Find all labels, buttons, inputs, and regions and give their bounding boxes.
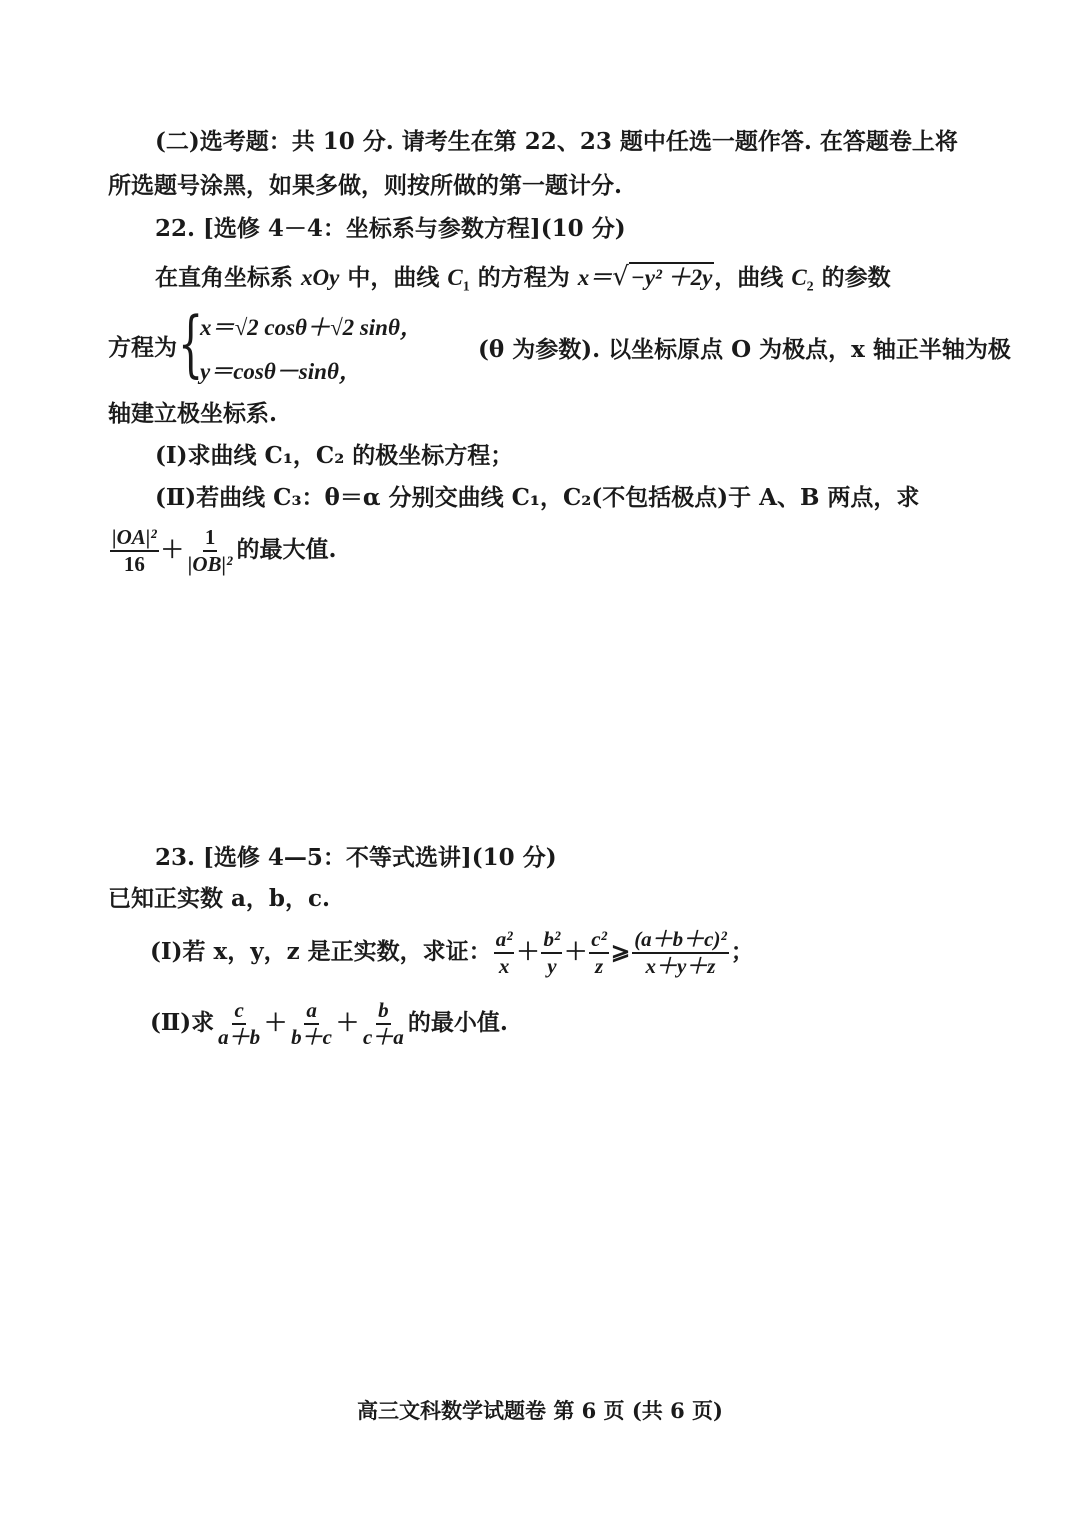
q22-part1: (Ⅰ)求曲线 C₁，C₂ 的极坐标方程； [155, 442, 514, 469]
page-footer: 高三文科数学试题卷 第 6 页 (共 6 页) [357, 1398, 723, 1423]
q22-part2: (Ⅱ)若曲线 C₃：θ＝α 分别交曲线 C₁，C₂(不包括极点)于 A、B 两点，求 [155, 484, 920, 511]
sqrt-argument: −y² ＋2y [629, 262, 715, 292]
fraction-denominator: c＋a [362, 1025, 404, 1049]
fraction-numerator: 1 [203, 527, 218, 552]
fraction-denominator: y [547, 954, 557, 978]
fraction-numerator: c² [589, 929, 609, 954]
fraction-denominator: a＋b [218, 1025, 261, 1049]
fraction-numerator: b² [541, 929, 562, 954]
system-label: 方程为 [108, 334, 177, 361]
fraction-denominator: 16 [123, 552, 145, 576]
q22-text: 的方程为 [469, 264, 578, 291]
q23-part1 [150, 924, 754, 980]
q22-text: 中，曲线 [339, 264, 448, 291]
fraction-numerator: a [304, 1000, 319, 1025]
section-heading-line1: (二)选考题：共 10 分. 请考生在第 22、23 题中任选一题作答. 在答题卷上将 [155, 128, 958, 155]
fraction-numerator: c [232, 1000, 245, 1025]
q22-part2-tail: 的最大值. [236, 536, 337, 563]
radical-sign: √ [612, 262, 629, 292]
q22-text: ，曲线 [714, 264, 792, 291]
q22-header: 22. [选修 4－4：坐标系与参数方程](10 分) [155, 215, 626, 242]
q23-part2 [150, 995, 508, 1051]
plus-sign: ＋ [516, 938, 540, 965]
q22-xoy: xOy [301, 265, 340, 290]
section-heading-line2: 所选题号涂黑，如果多做，则按所做的第一题计分. [108, 172, 623, 199]
q22-statement-line1 [155, 262, 891, 294]
plus-sign: ＋ [160, 536, 184, 563]
q23-statement: 已知正实数 a，b，c. [108, 885, 331, 912]
q23-part1-lead: (Ⅰ)若 x，y，z 是正实数，求证： [150, 938, 492, 965]
fraction-denominator: x＋y＋z [645, 954, 716, 978]
q23-header: 23. [选修 4—5：不等式选讲](10 分) [155, 844, 557, 871]
q22-c1-sub: 1 [462, 279, 470, 295]
q22-statement-line3: 轴建立极坐标系. [108, 400, 278, 427]
system-row-y: y＝cosθ－sinθ， [200, 359, 362, 384]
fraction-numerator: b [376, 1000, 391, 1025]
q22-text: 在直角坐标系 [155, 264, 302, 291]
geq-sign: ⩾ [610, 938, 631, 965]
fraction-denominator: x [498, 954, 510, 978]
fraction-b-ca [361, 1000, 406, 1048]
sqrt-expression [612, 262, 714, 292]
q23-part2-tail: 的最小值. [407, 1009, 508, 1036]
system-row-x: x＝√2 cosθ＋√2 sinθ， [200, 315, 423, 340]
fraction-c2-z [589, 929, 609, 977]
system-tail-text: (θ 为参数). 以坐标原点 O 为极点，x 轴正半轴为极 [478, 336, 1011, 363]
fraction-numerator: (a＋b＋c)² [632, 929, 729, 954]
fraction-c-ab [216, 1000, 262, 1048]
fraction-denominator: |OB|² [187, 552, 233, 576]
left-brace: { [178, 301, 204, 385]
q22-c1: C [447, 265, 463, 290]
q22-c2-sub: 2 [806, 279, 814, 295]
fraction-a-bc [289, 1000, 334, 1048]
plus-sign: ＋ [564, 938, 588, 965]
plus-sign: ＋ [335, 1009, 359, 1036]
q22-eq-lhs: x＝ [577, 265, 613, 290]
fraction-rhs [632, 929, 729, 977]
fraction-denominator: b＋c [291, 1025, 332, 1049]
q22-part2-expression [108, 522, 336, 578]
fraction-b2-y [541, 929, 562, 977]
fraction-denominator: z [595, 954, 604, 978]
q22-c2: C [791, 265, 807, 290]
plus-sign: ＋ [264, 1009, 288, 1036]
fraction-ob [186, 527, 235, 575]
fraction-numerator: a² [494, 929, 515, 954]
fraction-oa [110, 527, 159, 575]
q23-part2-lead: (Ⅱ)求 [150, 1009, 215, 1036]
q23-part1-tail: ； [730, 938, 754, 965]
q22-text: 的参数 [813, 264, 891, 291]
fraction-numerator: |OA|² [110, 527, 159, 552]
fraction-a2-x [494, 929, 515, 977]
